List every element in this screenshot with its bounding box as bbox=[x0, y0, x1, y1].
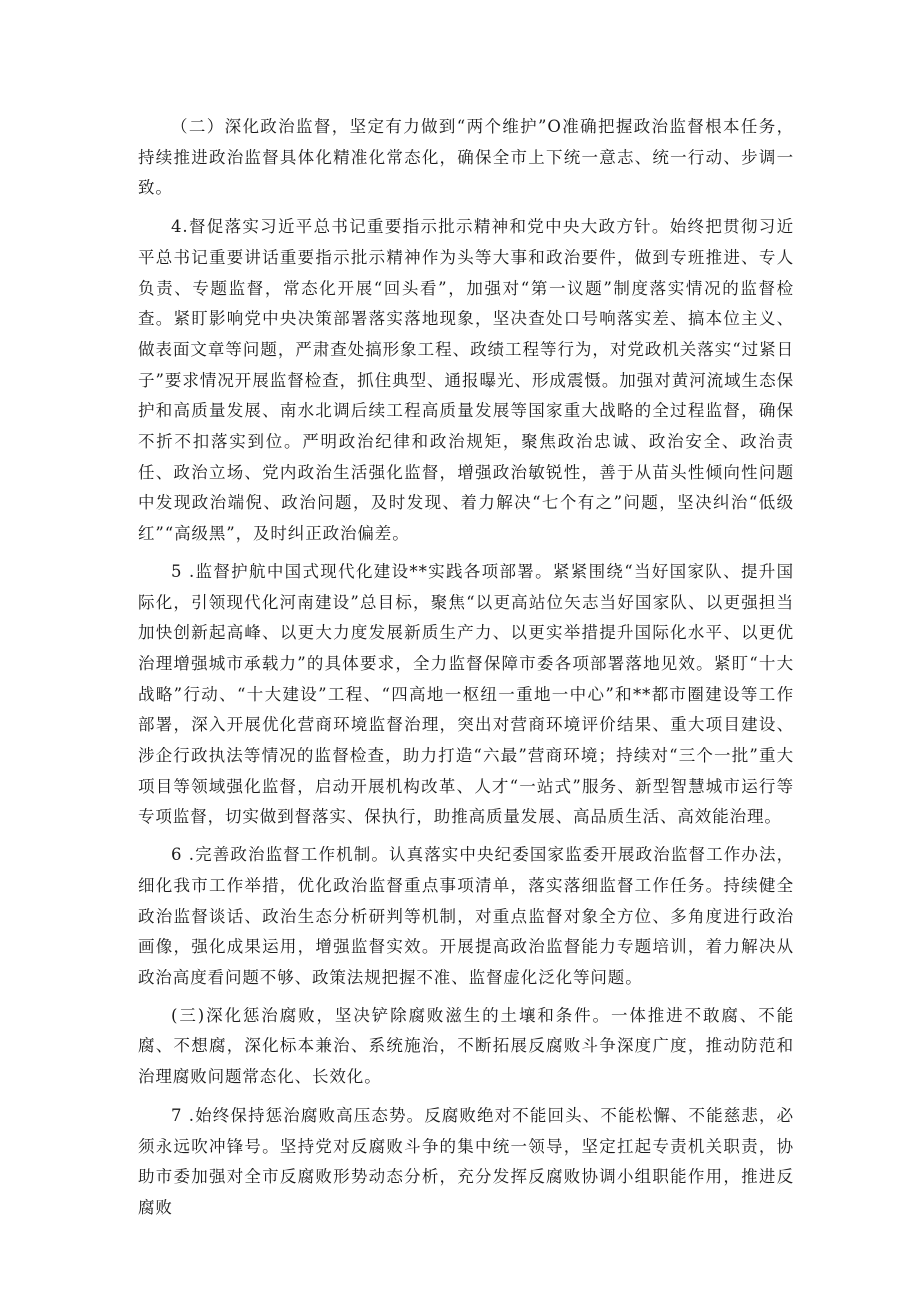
document-page bbox=[138, 112, 794, 1231]
body-paragraph: 7 .始终保持惩治腐败高压态势。反腐败绝对不能回头、不能松懈、不能慈悲，必须永远吹冲锋号。坚持党对反腐败斗争的集中统一领导，坚定扛起专责机关职责，协助市委加强对全市反腐败形势动态分析，充分发挥反腐败协调小组职能作用，推进反腐败 bbox=[138, 1105, 794, 1217]
section-heading-paragraph: （二）深化政治监督，坚定有力做到“两个维护”O准确把握政治监督根本任务，持续推进政治监督具体化精准化常态化，确保全市上下统一意志、统一行动、步调一致。 bbox=[138, 117, 794, 198]
body-paragraph: 5 .监督护航中国式现代化建设**实践各项部署。紧紧围绕“当好国家队、提升国际化，引领现代化河南建设”总目标，聚焦“以更高站位矢志当好国家队、以更强担当加快创新起高峰、以更大力度发展新质生产力、以更实举措提升国际化水平、以更优治理增强城市承载力”的具体要求，全力监督保障市委各项部署落地见效。紧盯“十大战略”行动、“十大建设”工程、“四高地一枢纽一重地一中心”和**都市圈建设等工作部署，深入开展优化营商环境监督治理，突出对营商环境评价结果、重大项目建设、涉企行政执法等情况的监督检查，助力打造“六最”营商环境；持续对“三个一批”重大项目等领域强化监督，启动开展机构改革、人才“一站式”服务、新型智慧城市运行等专项监督，切实做到督落实、保执行，助推高质量发展、高品质生活、高效能治理。 bbox=[138, 561, 794, 827]
body-paragraph: 4.督促落实习近平总书记重要指示批示精神和党中央大政方针。始终把贯彻习近平总书记重要讲话重要指示批示精神作为头等大事和政治要件，做到专班推进、专人负责、专题监督，常态化开展“回头看”，加强对“第一议题”制度落实情况的监督检查。紧盯影响党中央决策部署落实落地现象，坚决查处口号响落实差、搞本位主义、做表面文章等问题，严肃查处搞形象工程、政绩工程等行为，对党政机关落实“过紧日子”要求情况开展监督检查，抓住典型、通报曝光、形成震慑。加强对黄河流域生态保护和高质量发展、南水北调后续工程高质量发展等国家重大战略的全过程监督，确保不折不扣落实到位。严明政治纪律和政治规矩，聚焦政治忠诚、政治安全、政治责任、政治立场、党内政治生活强化监督，增强政治敏锐性，善于从苗头性倾向性问题中发现政治端倪、政治问题，及时发现、着力解决“七个有之”问题，坚决纠治“低级红”“高级黑”，及时纠正政治偏差。 bbox=[138, 217, 794, 544]
body-paragraph: 6 .完善政治监督工作机制。认真落实中央纪委国家监委开展政治监督工作办法，细化我市工作举措，优化政治监督重点事项清单，落实落细监督工作任务。持续健全政治监督谈话、政治生态分析研判等机制，对重点监督对象全方位、多角度进行政治画像，强化成果运用，增强监督实效。开展提高政治监督能力专题培训，着力解决从政治高度看问题不够、政策法规把握不准、监督虚化泛化等问题。 bbox=[138, 845, 794, 987]
section-heading-paragraph: (三)深化惩治腐败，坚决铲除腐败滋生的土壤和条件。一体推进不敢腐、不能腐、不想腐，深化标本兼治、系统施治，不断拓展反腐败斗争深度广度，推动防范和治理腐败问题常态化、长效化。 bbox=[138, 1005, 794, 1087]
